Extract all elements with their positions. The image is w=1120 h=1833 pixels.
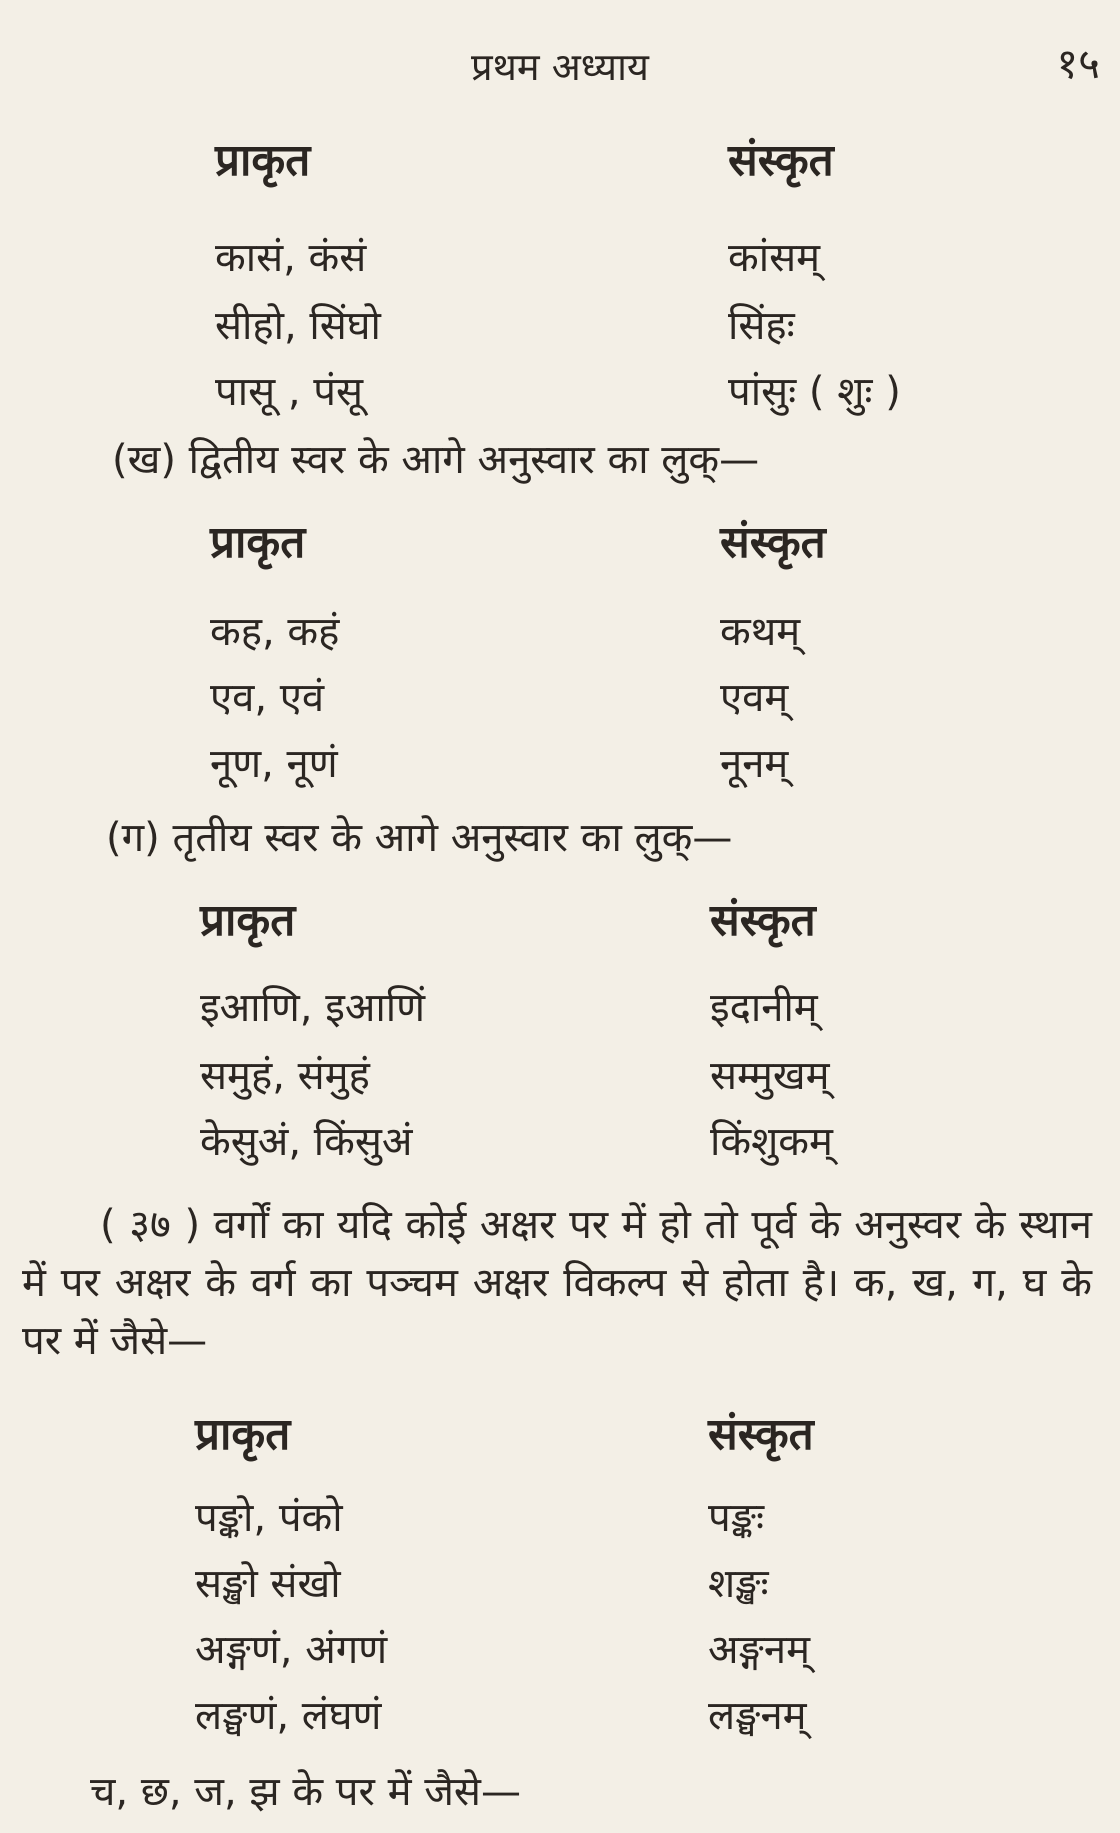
prakrit-word: पङ्को, पंको (195, 1495, 343, 1541)
sanskrit-word: सिंहः (728, 303, 795, 349)
sanskrit-word: लङ्घनम् (708, 1693, 807, 1739)
sanskrit-word: नूनम् (720, 741, 789, 787)
sanskrit-word: एवम् (720, 675, 789, 721)
prakrit-word: नूण, नूणं (210, 741, 338, 787)
prakrit-heading: प्राकृत (210, 517, 306, 568)
footer-line: च, छ, ज, झ के पर में जैसे— (90, 1769, 521, 1815)
sanskrit-heading: संस्कृत (728, 135, 834, 186)
prakrit-word: अङ्गणं, अंगणं (195, 1627, 388, 1673)
sanskrit-word: पांसुः ( शुः ) (728, 369, 901, 415)
prakrit-word: कह, कहं (210, 609, 340, 655)
prakrit-word: एव, एवं (210, 675, 325, 721)
prakrit-heading: प्राकृत (195, 1409, 291, 1460)
sanskrit-word: किंशुकम् (710, 1119, 833, 1165)
prakrit-heading: प्राकृत (215, 135, 311, 186)
running-header: प्रथम अध्याय (471, 45, 649, 89)
paragraph-37: ( ३७ ) वर्गों का यदि कोई अक्षर पर में हो तो पूर्व के अनुस्वर के स्थान में पर अक्षर के वर्ग का पञ्चम अक्षर विकल्प से होता है। क, ख, ग, घ के पर में जैसे— (22, 1202, 1092, 1364)
sanskrit-word: इदानीम् (710, 985, 818, 1031)
sanskrit-word: सम्मुखम् (710, 1053, 830, 1099)
prakrit-word: इआणि, इआणिं (200, 985, 426, 1031)
prakrit-heading: प्राकृत (200, 895, 296, 946)
subsection-kha: (ख) द्वितीय स्वर के आगे अनुस्वार का लुक्— (112, 437, 760, 483)
prakrit-word: लङ्घणं, लंघणं (195, 1693, 382, 1739)
subsection-ga: (ग) तृतीय स्वर के आगे अनुस्वार का लुक्— (106, 815, 733, 861)
sanskrit-word: अङ्गनम् (708, 1627, 810, 1673)
page-number: १५ (1056, 39, 1100, 88)
prakrit-word: समुहं, संमुहं (200, 1053, 370, 1099)
sanskrit-heading: संस्कृत (720, 517, 826, 568)
prakrit-word: केसुअं, किंसुअं (200, 1119, 413, 1165)
prakrit-word: कासं, कंसं (215, 235, 367, 281)
prakrit-word: सङ्खो संखो (195, 1561, 341, 1607)
sanskrit-word: शङ्खः (708, 1561, 769, 1607)
sanskrit-heading: संस्कृत (710, 895, 816, 946)
prakrit-word: सीहो, सिंघो (215, 303, 381, 349)
sanskrit-heading: संस्कृत (708, 1409, 814, 1460)
sanskrit-word: कथम् (720, 609, 801, 655)
sanskrit-word: पङ्कः (708, 1495, 765, 1541)
sanskrit-word: कांसम् (728, 235, 821, 281)
prakrit-word: पासू , पंसू (215, 369, 364, 415)
